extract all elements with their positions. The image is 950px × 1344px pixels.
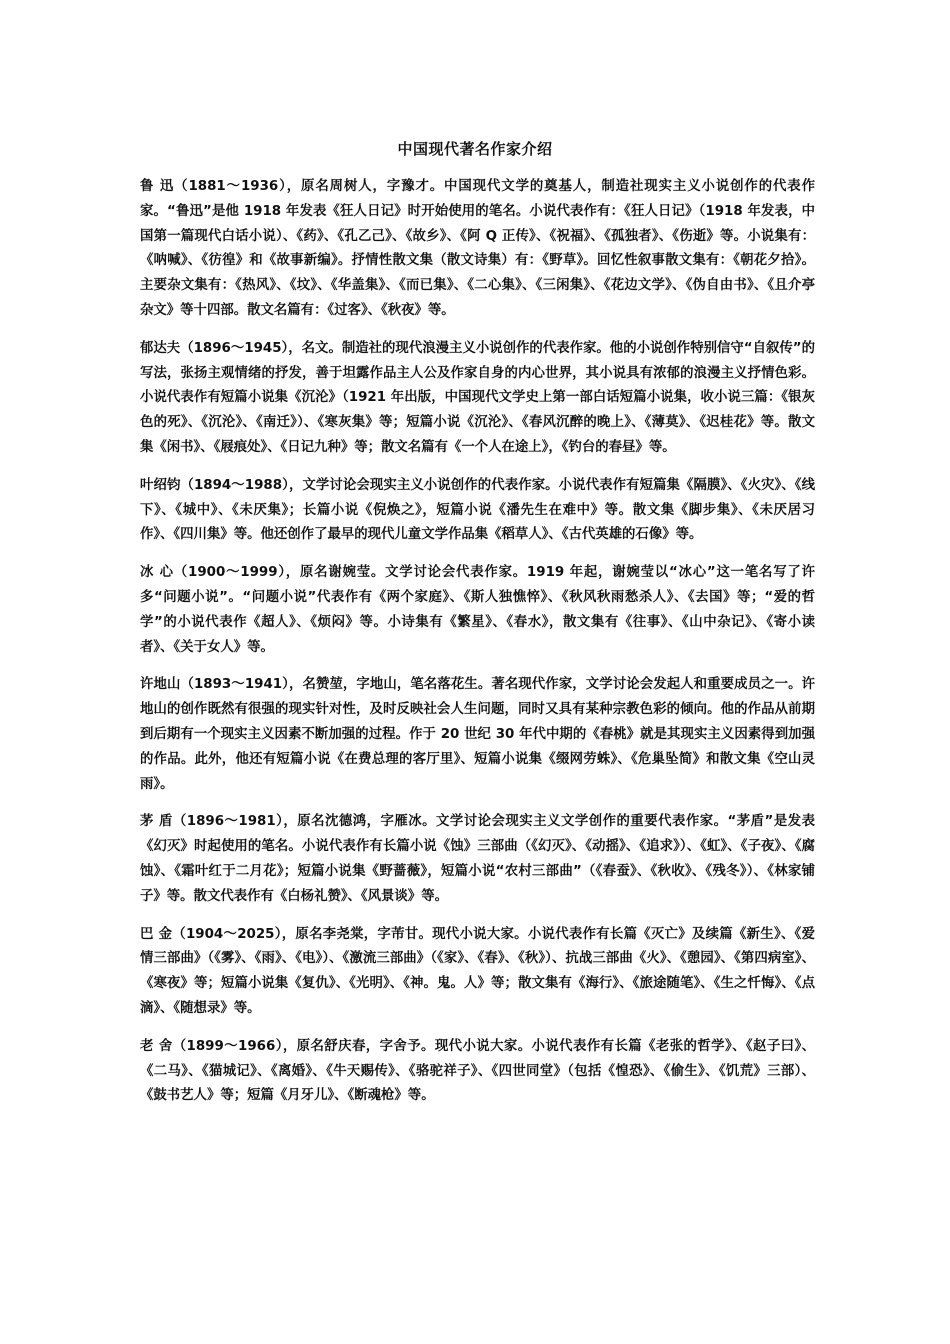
paragraph-lu-xun: 鲁 迅（1881～1936），原名周树人，字豫才。中国现代文学的奠基人，制造社现实主义小说创作的代表作家。“鲁迅”是他 1918 年发表《狂人日记》时开始使用的笔名。小说代表作有：《狂人日记》（1918 年发表，中国第一篇现代白话小说）、《药》、《孔乙己》、《故乡》、《阿 Q 正传》、《祝福》、《孤独者》、《伤逝》等。小说集有：《呐喊》、《彷徨》和《故事新编》。抒情性散文集（散文诗集）有：《野草》。回忆性叙事散文集有：《朝花夕拾》。主要杂文集有：《热风》、《坟》、《华盖集》、《而已集》、《二心集》、《三闲集》、《花边文学》、《伪自由书》、《且介亭杂文》等十四部。散文名篇有：《过客》、《秋夜》等。 <box>140 179 815 318</box>
paragraph-bing-xin: 冰 心（1900～1999），原名谢婉莹。文学讨论会代表作家。1919 年起，谢婉莹以“冰心”这一笔名写了许多“问题小说”。“问题小说”代表作有《两个家庭》、《斯人独憔悴》、《秋风秋雨愁杀人》、《去国》等；“爱的哲学”的小说代表作《超人》、《烦闷》等。小诗集有《繁星》、《春水》，散文集有《往事》、《山中杂记》、《寄小读者》、《关于女人》等。 <box>140 565 815 655</box>
paragraph-xu-dishan: 许地山（1893～1941），名赞堃，字地山，笔名落花生。著名现代作家，文学讨论会发起人和重要成员之一。许地山的创作既然有很强的现实针对性，及时反映社会人生问题，同时又具有某种宗教色彩的倾向。他的作品从前期到后期有一个现实主义因素不断加强的过程。作于 20 世纪 30 年代中期的《春桃》就是其现实主义因素得到加强的作品。此外，他还有短篇小说《在费总理的客厅里》、短篇小说集《缀网劳蛛》、《危巢坠简》和散文集《空山灵雨》。 <box>140 677 815 792</box>
paragraph-mao-dun: 茅 盾（1896～1981），原名沈德鸿，字雁冰。文学讨论会现实主义文学创作的重要代表作家。“茅盾”是发表《幻灭》时起使用的笔名。小说代表作有长篇小说《蚀》三部曲（《幻灭》、《动摇》、《追求》）、《虹》、《子夜》、《腐蚀》、《霜叶红于二月花》；短篇小说集《野蔷薇》，短篇小说“农村三部曲”（《春蚕》、《秋收》、《残冬》）、《林家铺子》等。散文代表作有《白杨礼赞》、《风景谈》等。 <box>140 814 815 904</box>
paragraph-yu-dafu: 郁达夫（1896～1945），名文。制造社的现代浪漫主义小说创作的代表作家。他的小说创作特别信守“自叙传”的写法，张扬主观情绪的抒发，善于坦露作品主人公及作家自身的内心世界，其小说具有浓郁的浪漫主义抒情色彩。小说代表作有短篇小说集《沉沦》（1921 年出版，中国现代文学史上第一部白话短篇小说集，收小说三篇：《银灰色的死》、《沉沦》、《南迁》）、《寒灰集》等；短篇小说《沉沦》、《春风沉醉的晚上》、《薄莫》、《迟桂花》等。散文集《闲书》、《屐痕处》、《日记九种》等；散文名篇有《一个人在途上》，《钓台的春昼》等。 <box>140 340 815 455</box>
paragraph-ye-shaojun: 叶绍钧（1894～1988），文学讨论会现实主义小说创作的代表作家。小说代表作有短篇集《隔膜》、《火灾》、《线下》、《城中》、《未厌集》；长篇小说《倪焕之》，短篇小说《潘先生在难中》等。散文集《脚步集》、《未厌居习作》、《四川集》等。他还创作了最早的现代儿童文学作品集《稻草人》、《古代英雄的石像》等。 <box>140 477 815 543</box>
document-body <box>140 175 815 1122</box>
document-title: 中国现代著名作家介绍 <box>397 140 553 158</box>
paragraph-lao-she: 老 舍（1899～1966），原名舒庆春，字舍予。现代小说大家。小说代表作有长篇《老张的哲学》、《赵子曰》、《二马》、《猫城记》、《离婚》、《牛天赐传》、《骆驼祥子》、《四世同堂》（包括《惶恐》、《偷生》、《饥荒》三部）、《鼓书艺人》等；短篇《月牙儿》、《断魂枪》等。 <box>140 1038 815 1104</box>
paragraph-ba-jin: 巴 金（1904～2025），原名李尧棠，字芾甘。现代小说大家。小说代表作有长篇《灭亡》及续篇《新生》、《爱情三部曲》（《雾》、《雨》、《电》）、《激流三部曲》（《家》、《春》、《秋》）、抗战三部曲《火》、《憩园》、《第四病室》、《寒夜》等；短篇小说集《复仇》、《光明》、《神。鬼。人》等；散文集有《海行》、《旅途随笔》、《生之忏悔》、《点滴》、《随想录》等。 <box>140 926 815 1016</box>
